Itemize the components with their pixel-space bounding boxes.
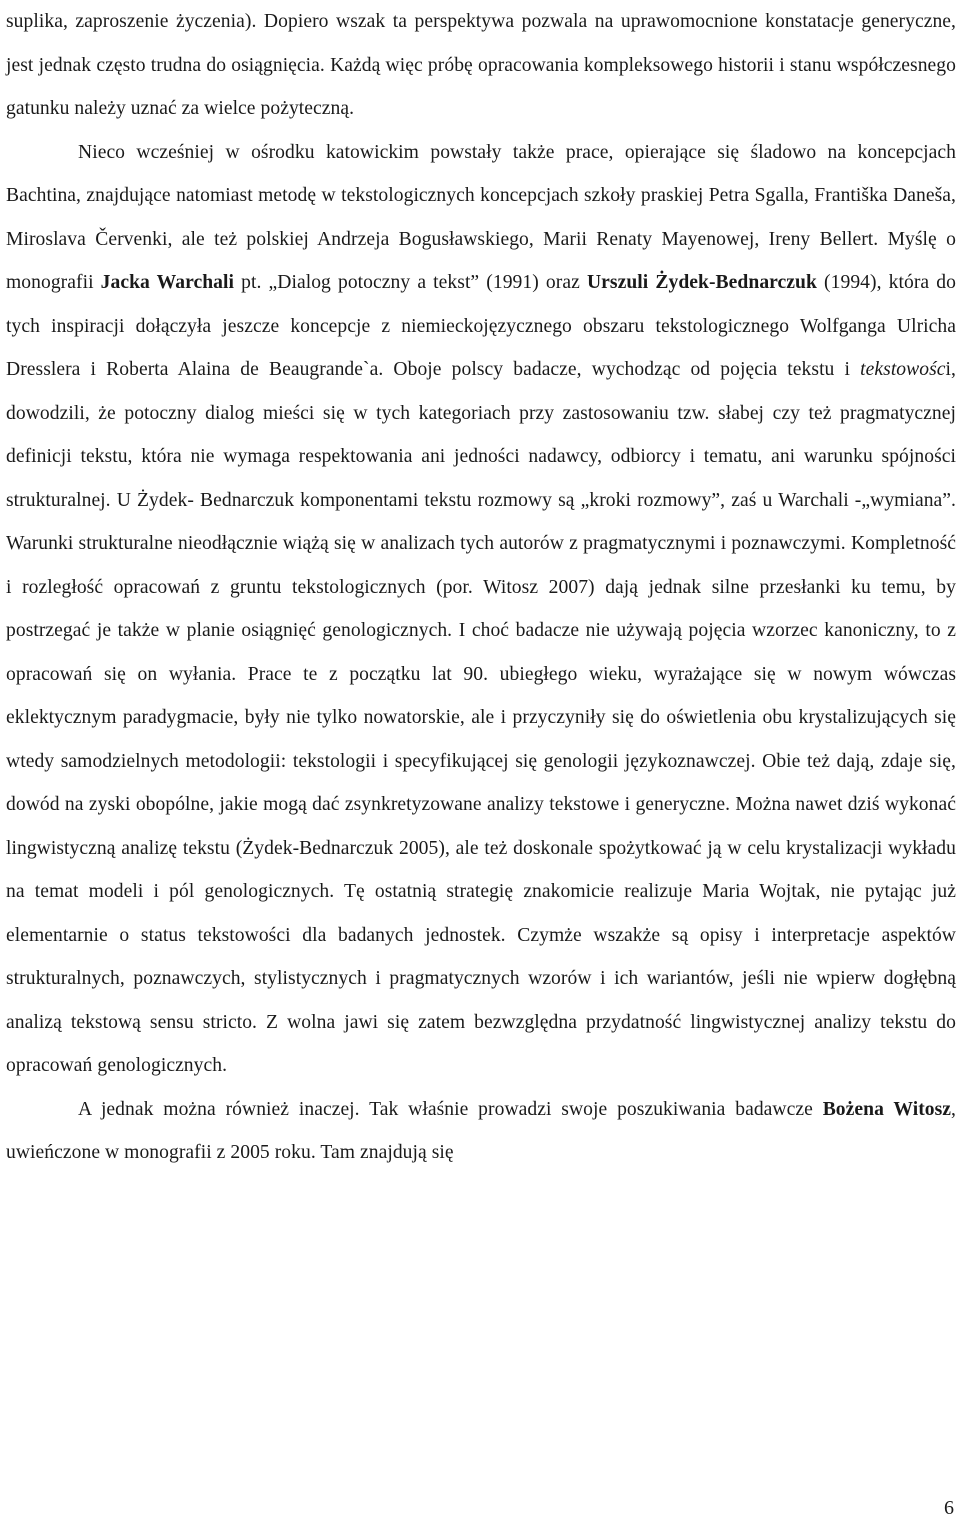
paragraph-katowice-school (6, 131, 956, 1088)
text-run: i, dowodzili, że potoczny dialog mieści się w tych kategoriach przy zastosowaniu tzw. słabej czy też pragmatycznej definicji tekstu, która nie wymaga respektowania ani jedności nadawcy, odbiorcy i tematu, ani warunku spójności strukturalnej. U Żydek- Bednarczuk komponentami tekstu rozmowy są „kroki rozmowy”, zaś u Warchali -„wymiana”. Warunki strukturalne nieodłącznie wiążą się w analizach tych autorów z pragmatycznymi i poznawczymi. Kompletność i rozległość opracowań z gruntu tekstologicznych (por. Witosz 2007) dają jednak silne przesłanki ku temu, by postrzegać je także w planie osiągnięć genologicznych. I choć badacze nie używają pojęcia wzorzec kanoniczny, to z opracowań się on wyłania. Prace te z początku lat 90. ubiegłego wieku, wyrażające się w nowym wówczas eklektycznym paradygmacie, były nie tylko nowatorskie, ale i przyczyniły się do oświetlenia obu krystalizujących się wtedy samodzielnych metodologii: tekstologii i specyfikującej się genologii językoznawczej. Obie też dają, zdaje się, dowód na zyski obopólne, jakie mogą dać zsynkretyzowane analizy tekstowe i generyczne. Można nawet dziś wykonać lingwistyczną analizę tekstu (Żydek-Bednarczuk 2005), ale też doskonale spożytkować ją w celu krystalizacji wykładu na temat modeli i pól genologicznych. Tę ostatnią strategię znakomicie realizuje Maria Wojtak, nie pytając już elementarnie o status tekstowości dla badanych jednostek. Czymże wszakże są opisy i interpretacje aspektów strukturalnych, poznawczych, stylistycznych i pragmatycznych wzorów i ich wariantów, jeśli nie wpierw dogłębną analizą tekstową sensu stricto. Z wolna jawi się zatem bezwzględna przydatność lingwistycznej analizy tekstu do opracowań genologicznych. (6, 359, 956, 1076)
text-run: pt. „Dialog potoczny a tekst” (1991) oraz (234, 272, 587, 293)
emphasized-name: Jacka Warchali (100, 272, 234, 293)
text-run: suplika, zaproszenie życzenia). Dopiero wszak ta perspektywa pozwala na uprawomocnione konstatacje generyczne, jest jednak często trudna do osiągnięcia. Każdą więc próbę opracowania kompleksowego historii i stanu współczesnego gatunku należy uznać za wielce pożyteczną. (6, 11, 956, 119)
paragraph-witosz (6, 1088, 956, 1175)
document-page (6, 0, 956, 1175)
paragraph-continued (6, 0, 956, 131)
emphasized-name: Bożena Witosz (822, 1098, 952, 1120)
page-number: 6 (944, 1497, 954, 1519)
text-run: , uwieńczone w monografii z 2005 roku. Tam znajdują się (6, 1098, 956, 1163)
text-run: A jednak można również inaczej. Tak właśnie prowadzi swoje poszukiwania badawcze (78, 1098, 823, 1120)
emphasized-name: Urszuli Żydek-Bednarczuk (586, 272, 817, 293)
italic-term: tekstowośc (860, 359, 946, 380)
text-run: (1994), która do tych inspiracji dołączyła jeszcze koncepcje z niemieckojęzycznego obszaru tekstologicznego Wolfganga Ulricha Dresslera i Roberta Alaina de Beaugrande`a. Oboje polscy badacze, wychodząc od pojęcia tekstu i (6, 272, 956, 380)
text-run: Nieco wcześniej w ośrodku katowickim powstały także prace, opierające się śladowo na koncepcjach Bachtina, znajdujące natomiast metodę w tekstologicznych koncepcjach szkoły praskiej Petra Sgalla, Františka Daneša, Miroslava Červenki, ale też polskiej Andrzeja Bogusławskiego, Marii Renaty Mayenowej, Ireny Bellert. Myślę o monografii (6, 141, 956, 293)
